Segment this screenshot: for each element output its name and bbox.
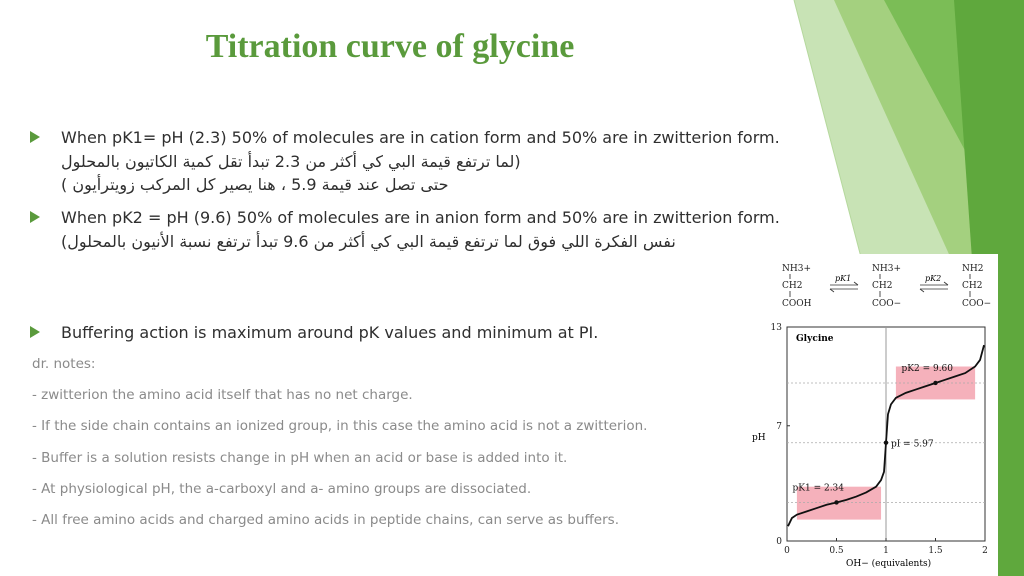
bullet-arrow-icon	[30, 131, 40, 143]
bullet-pk1-english: When pK1= pH (2.3) 50% of molecules are in cation form and 50% are in zwitterion form.	[61, 128, 780, 147]
annotation-label-2: pI = 5.97	[891, 439, 934, 450]
titration-chart	[750, 254, 998, 576]
annotation-label-1: pK1 = 2.34	[792, 483, 845, 494]
note-line-4: - At physiological pH, the a-carboxyl and a- amino groups are dissociated.	[32, 481, 532, 497]
annotation-label-3: pK2 = 9.60	[901, 363, 954, 374]
bullet-pk2	[30, 206, 780, 253]
species-2-top: NH3+	[872, 264, 901, 274]
bullet-arrow-icon	[30, 326, 40, 338]
species-2-bottom: COO−	[872, 299, 902, 309]
species-1-top: NH3+	[782, 264, 811, 274]
y-tick-label-2: 13	[770, 323, 782, 333]
note-line-3: - Buffer is a solution resists change in pH when an acid or base is added into it.	[32, 450, 568, 466]
note-line-2: - If the side chain contains an ionized group, in this case the amino acid is not a zwitterion.	[32, 418, 648, 434]
y-tick-label-1: 7	[776, 421, 782, 432]
species-2-middle: CH2	[872, 281, 893, 291]
bullet-pk2-arabic-2: بالمحلول)	[61, 231, 127, 251]
x-tick-label-3: 1.5	[928, 546, 943, 556]
x-tick-label-1: 0.5	[829, 546, 844, 556]
annotation-point-3	[933, 381, 937, 385]
bullet-pk1-arabic-2: حتى تصل عند قيمة 5.9 ، هنا يصير كل المركب زويترأيون )	[61, 175, 449, 194]
bullet-pk1-arabic-1: (لما ترتفع قيمة البي كي أكثر من 2.3 تبدأ تقل كمية الكاتيون بالمحلول	[61, 151, 521, 171]
bullet-pk2-english: When pK2 = pH (9.6) 50% of molecules are in anion form and 50% are in zwitterion form.	[61, 208, 780, 227]
species-1-middle: CH2	[782, 281, 803, 291]
y-tick-label-0: 0	[776, 537, 782, 547]
bullet-buffering-text: Buffering action is maximum around pK values and minimum at PI.	[61, 323, 599, 342]
annotation-point-1	[834, 500, 838, 504]
note-line-1: - zwitterion the amino acid itself that has no net charge.	[32, 387, 413, 403]
arrow-label-pk1: pK1	[835, 274, 852, 283]
x-tick-label-2: 1	[883, 546, 889, 556]
glycine-titration-figure	[750, 254, 998, 576]
species-3-middle: CH2	[962, 281, 983, 291]
note-line-5: - All free amino acids and charged amino acids in peptide chains, can serve as buffers.	[32, 512, 619, 528]
species-3-top: NH2	[962, 264, 984, 274]
species-1-bottom: COOH	[782, 299, 812, 309]
y-axis-label: pH	[752, 433, 766, 443]
chart-title: Glycine	[796, 334, 834, 344]
bullet-buffering	[30, 321, 780, 345]
bullet-arrow-icon	[30, 211, 40, 223]
x-tick-label-4: 2	[982, 546, 988, 556]
x-axis-label: OH− (equivalents)	[846, 559, 932, 569]
bullet-pk2-arabic-1: نفس الفكرة اللي فوق لما ترتفع قيمة البي كي أكثر من 9.6 تبدأ ترتفع نسبة الأنيون	[131, 231, 676, 251]
notes-heading: dr. notes:	[32, 356, 96, 372]
arrow-label-pk2: pK2	[925, 274, 942, 283]
x-tick-label-0: 0	[784, 546, 790, 556]
annotation-point-2	[884, 441, 888, 445]
bullet-pk1	[30, 126, 780, 197]
slide-title: Titration curve of glycine	[205, 28, 575, 65]
species-3-bottom: COO−	[962, 299, 992, 309]
